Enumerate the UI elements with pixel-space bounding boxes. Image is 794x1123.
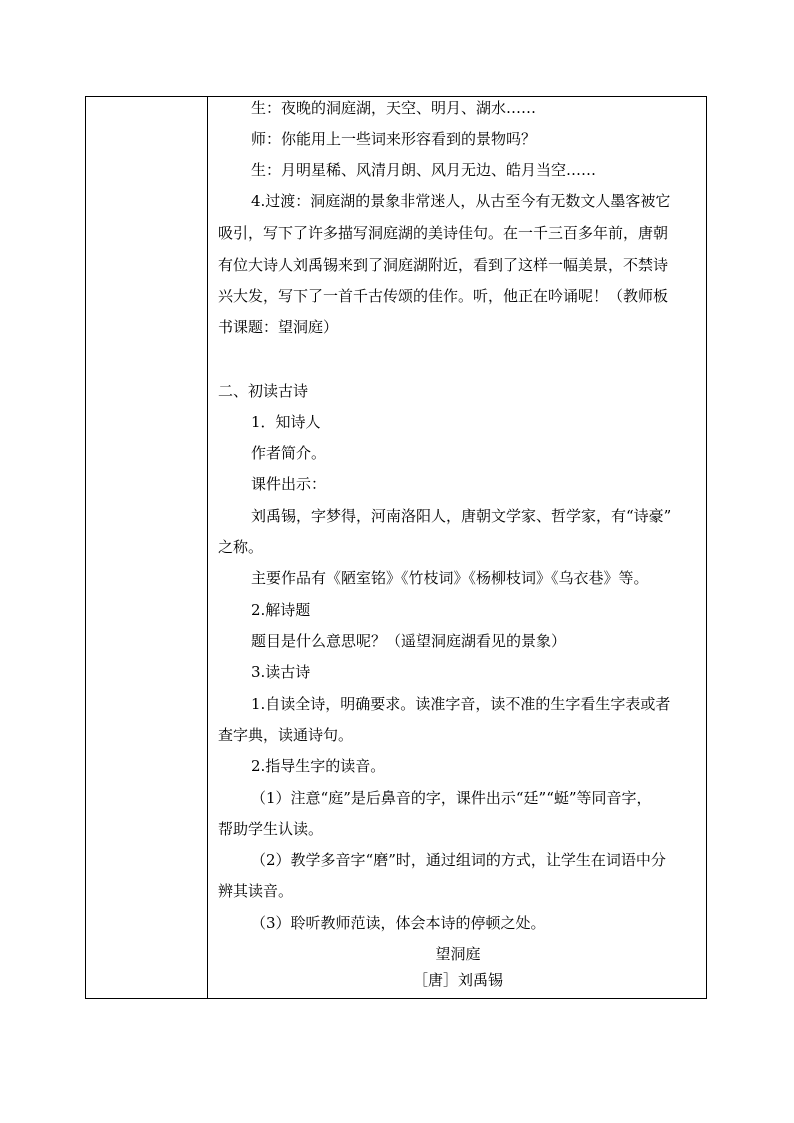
text-line: 书课题：望洞庭）: [218, 318, 339, 336]
poem-title: 望洞庭: [435, 945, 481, 963]
text-line: 生：月明星稀、风清月朗、风月无边、皓月当空……: [251, 161, 597, 179]
poem-author: ［唐］刘禹锡: [412, 971, 503, 989]
section-heading: 二、初读古诗: [218, 382, 309, 400]
text-line: （3）聆听教师范读，体会本诗的停顿之处。: [251, 914, 546, 932]
left-column-cell: [86, 97, 208, 998]
text-line: 生：夜晚的洞庭湖，天空、明月、湖水……: [251, 99, 537, 117]
lesson-table: [85, 96, 707, 999]
text-line: 兴大发，写下了一首千古传颂的佳作。听，他正在吟诵呢！（教师板: [218, 287, 669, 305]
content-cell: [208, 97, 706, 998]
text-line: 2.指导生字的读音。: [251, 757, 386, 775]
text-line: 有位大诗人刘禹锡来到了洞庭湖附近，看到了这样一幅美景，不禁诗: [218, 256, 669, 274]
text-line: 课件出示：: [251, 475, 327, 493]
text-line: 刘禹锡，字梦得，河南洛阳人，唐朝文学家、哲学家，有“诗豪”: [251, 507, 672, 525]
text-line: （2）教学多音字“磨”时，通过组词的方式，让学生在词语中分: [251, 851, 666, 869]
text-line: 吸引，写下了许多描写洞庭湖的美诗佳句。在一千三百多年前，唐朝: [218, 224, 669, 242]
text-line: 1.自读全诗，明确要求。读准字音，读不准的生字看生字表或者: [251, 695, 671, 713]
text-line: 题目是什么意思呢？（遥望洞庭湖看见的景象）: [251, 632, 567, 650]
text-line: 辨其读音。: [218, 882, 294, 900]
text-line: 1．知诗人: [251, 413, 321, 431]
text-line: 师：你能用上一些词来形容看到的景物吗？: [251, 130, 537, 148]
text-line: 之称。: [218, 538, 264, 556]
text-line: 2.解诗题: [251, 601, 311, 619]
text-line: 查字典，读通诗句。: [218, 726, 354, 744]
text-line: 4.过渡：洞庭湖的景象非常迷人，从古至今有无数文人墨客被它: [251, 192, 671, 210]
text-line: 帮助学生认读。: [218, 820, 324, 838]
text-line: （1）注意“庭”是后鼻音的字，课件出示“廷”“蜓”等同音字，: [251, 789, 652, 807]
text-line: 3.读古诗: [251, 663, 311, 681]
text-line: 主要作品有《陋室铭》《竹枝词》《杨柳枝词》《乌衣巷》等。: [251, 569, 649, 587]
text-line: 作者简介。: [251, 444, 327, 462]
